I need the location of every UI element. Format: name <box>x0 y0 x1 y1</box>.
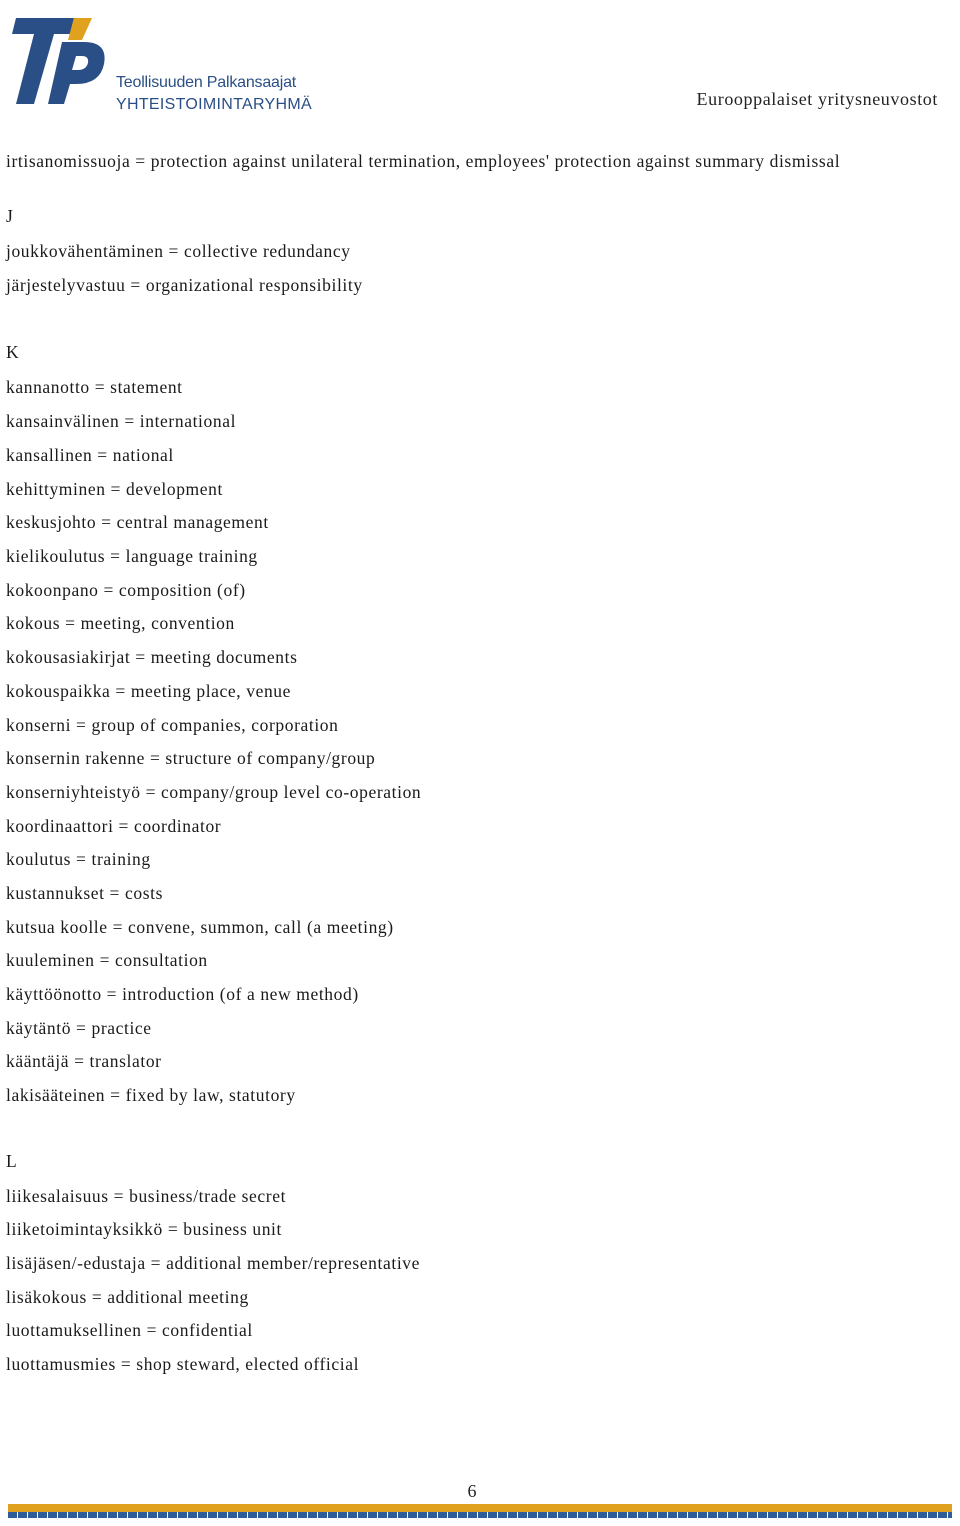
glossary-entry: kokous = meeting, convention <box>6 613 235 633</box>
header-title: Eurooppalaiset yritysneuvostot <box>696 89 938 109</box>
glossary-entry: kuuleminen = consultation <box>6 950 208 970</box>
glossary-entry: lisäjäsen/-edustaja = additional member/representative <box>6 1253 420 1273</box>
tp-logo-icon <box>12 12 122 112</box>
glossary-entry: järjestelyvastuu = organizational responsibility <box>6 275 363 295</box>
footer-blue-stripe <box>8 1512 952 1518</box>
glossary-entry: kannanotto = statement <box>6 377 183 397</box>
glossary-entry: kansainvälinen = international <box>6 411 237 431</box>
glossary-entry: käyttöönotto = introduction (of a new method) <box>6 984 359 1004</box>
glossary-entry: irtisanomissuoja = protection against unilateral termination, employees' protection against summary dismissal <box>6 151 841 171</box>
page-number: 6 <box>467 1481 477 1501</box>
glossary-entry: luottamusmies = shop steward, elected official <box>6 1354 360 1374</box>
glossary-entry: kääntäjä = translator <box>6 1051 162 1071</box>
glossary-entry: kokoonpano = composition (of) <box>6 580 246 600</box>
glossary-entry: kansallinen = national <box>6 445 174 465</box>
glossary-entry: käytäntö = practice <box>6 1018 152 1038</box>
glossary-entry: konserniyhteistyö = company/group level co-operation <box>6 782 422 802</box>
logo-text-line2: YHTEISTOIMINTARYHMÄ <box>116 96 312 113</box>
glossary-entry: konserni = group of companies, corporation <box>6 715 339 735</box>
section-letter: J <box>6 206 14 226</box>
glossary-entry: kustannukset = costs <box>6 883 163 903</box>
glossary-entry: koulutus = training <box>6 849 151 869</box>
glossary-entry: keskusjohto = central management <box>6 512 269 532</box>
glossary-entry: kokouspaikka = meeting place, venue <box>6 681 292 701</box>
footer-bar <box>8 1504 952 1522</box>
glossary-entry: kokousasiakirjat = meeting documents <box>6 647 298 667</box>
logo-text-line1: Teollisuuden Palkansaajat <box>116 74 297 91</box>
glossary-entry: lisäkokous = additional meeting <box>6 1287 249 1307</box>
glossary-entry: luottamuksellinen = confidential <box>6 1320 253 1340</box>
glossary-entry: lakisääteinen = fixed by law, statutory <box>6 1085 296 1105</box>
glossary-entry: kutsua koolle = convene, summon, call (a meeting) <box>6 917 394 937</box>
glossary-entry: liikesalaisuus = business/trade secret <box>6 1186 287 1206</box>
glossary-entry: koordinaattori = coordinator <box>6 816 222 836</box>
glossary-entry: kehittyminen = development <box>6 479 223 499</box>
organization-logo <box>12 12 312 113</box>
glossary-entry: joukkovähentäminen = collective redundancy <box>6 241 351 261</box>
glossary-entry: konsernin rakenne = structure of company/group <box>6 748 376 768</box>
glossary-entry: kielikoulutus = language training <box>6 546 258 566</box>
section-letter: L <box>6 1151 18 1171</box>
footer-orange-stripe <box>8 1504 952 1512</box>
glossary-entry: liiketoimintayksikkö = business unit <box>6 1219 282 1239</box>
section-letter: K <box>6 342 20 362</box>
